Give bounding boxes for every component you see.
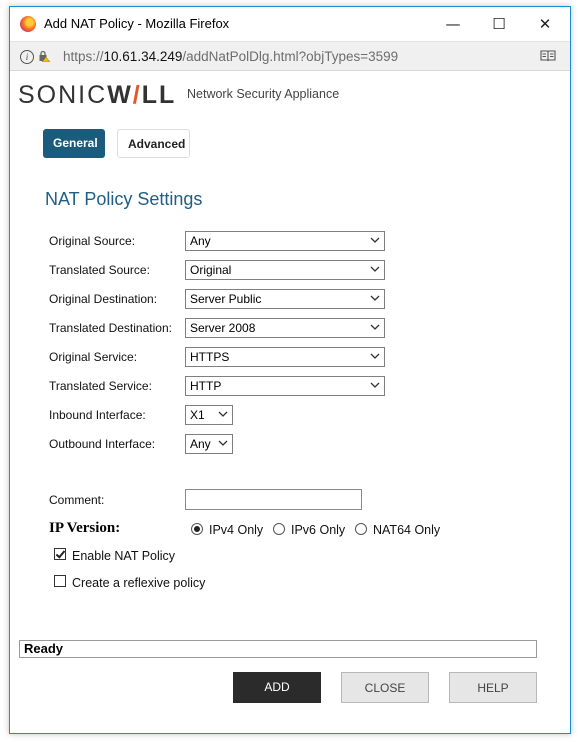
field-label: Translated Destination: [49,321,172,335]
status-bar: Ready [19,640,537,658]
firefox-icon [20,16,36,32]
address-bar[interactable] [10,41,570,71]
translated-destination-select[interactable]: Server 2008 [185,318,385,338]
chevron-down-icon [218,411,228,418]
tab-general[interactable]: General [43,129,105,158]
window-title: Add NAT Policy - Mozilla Firefox [44,16,230,31]
nat64-radio[interactable] [355,523,367,535]
enable-nat-policy-label: Enable NAT Policy [72,549,176,563]
ipv4-radio[interactable] [191,523,203,535]
chevron-down-icon [370,382,380,389]
enable-nat-policy-checkbox[interactable] [54,548,66,560]
field-label: Original Service: [49,350,138,364]
ip-version-label: IP Version: [49,520,121,536]
close-button[interactable]: CLOSE [341,672,429,703]
help-button[interactable]: HELP [449,672,537,703]
field-label: Original Destination: [49,292,158,306]
nat64-label: NAT64 Only [373,523,441,537]
field-label: Inbound Interface: [49,408,146,422]
comment-label: Comment: [49,493,105,507]
reader-view-icon[interactable] [540,50,556,62]
chevron-down-icon [370,353,380,360]
ipv6-radio[interactable] [273,523,285,535]
ipv6-label: IPv6 Only [291,523,346,537]
inbound-interface-select[interactable]: X1 [185,405,233,425]
maximize-button[interactable]: ☐ [492,15,506,33]
chevron-down-icon [370,266,380,273]
field-label: Translated Service: [49,379,152,393]
original-service-select[interactable]: HTTPS [185,347,385,367]
tab-advanced[interactable]: Advanced [117,129,190,158]
close-window-button[interactable]: ✕ [538,15,552,33]
chevron-down-icon [370,324,380,331]
original-destination-select[interactable]: Server Public [185,289,385,309]
url-text[interactable]: https://10.61.34.249/addNatPolDlg.html?objTypes=3599 [63,49,399,64]
minimize-button[interactable]: — [445,15,461,33]
sonicwall-logo: SONICW/LL [18,81,177,109]
translated-service-select[interactable]: HTTP [185,376,385,396]
original-source-select[interactable]: Any [185,231,385,251]
info-icon[interactable]: i [20,50,34,64]
chevron-down-icon [218,440,228,447]
appliance-subtitle: Network Security Appliance [187,87,340,101]
title-bar [10,7,570,41]
firefox-window [9,6,571,734]
create-reflexive-policy-label: Create a reflexive policy [72,576,206,590]
outbound-interface-select[interactable]: Any [185,434,233,454]
lock-warning-icon[interactable] [38,50,50,62]
translated-source-select[interactable]: Original [185,260,385,280]
field-label: Outbound Interface: [49,437,156,451]
field-label: Translated Source: [49,263,150,277]
field-label: Original Source: [49,234,136,248]
create-reflexive-policy-checkbox[interactable] [54,575,66,587]
ipv4-label: IPv4 Only [209,523,264,537]
section-title: NAT Policy Settings [45,189,203,209]
add-button[interactable]: ADD [233,672,321,703]
comment-input[interactable] [185,489,362,510]
chevron-down-icon [370,295,380,302]
chevron-down-icon [370,237,380,244]
